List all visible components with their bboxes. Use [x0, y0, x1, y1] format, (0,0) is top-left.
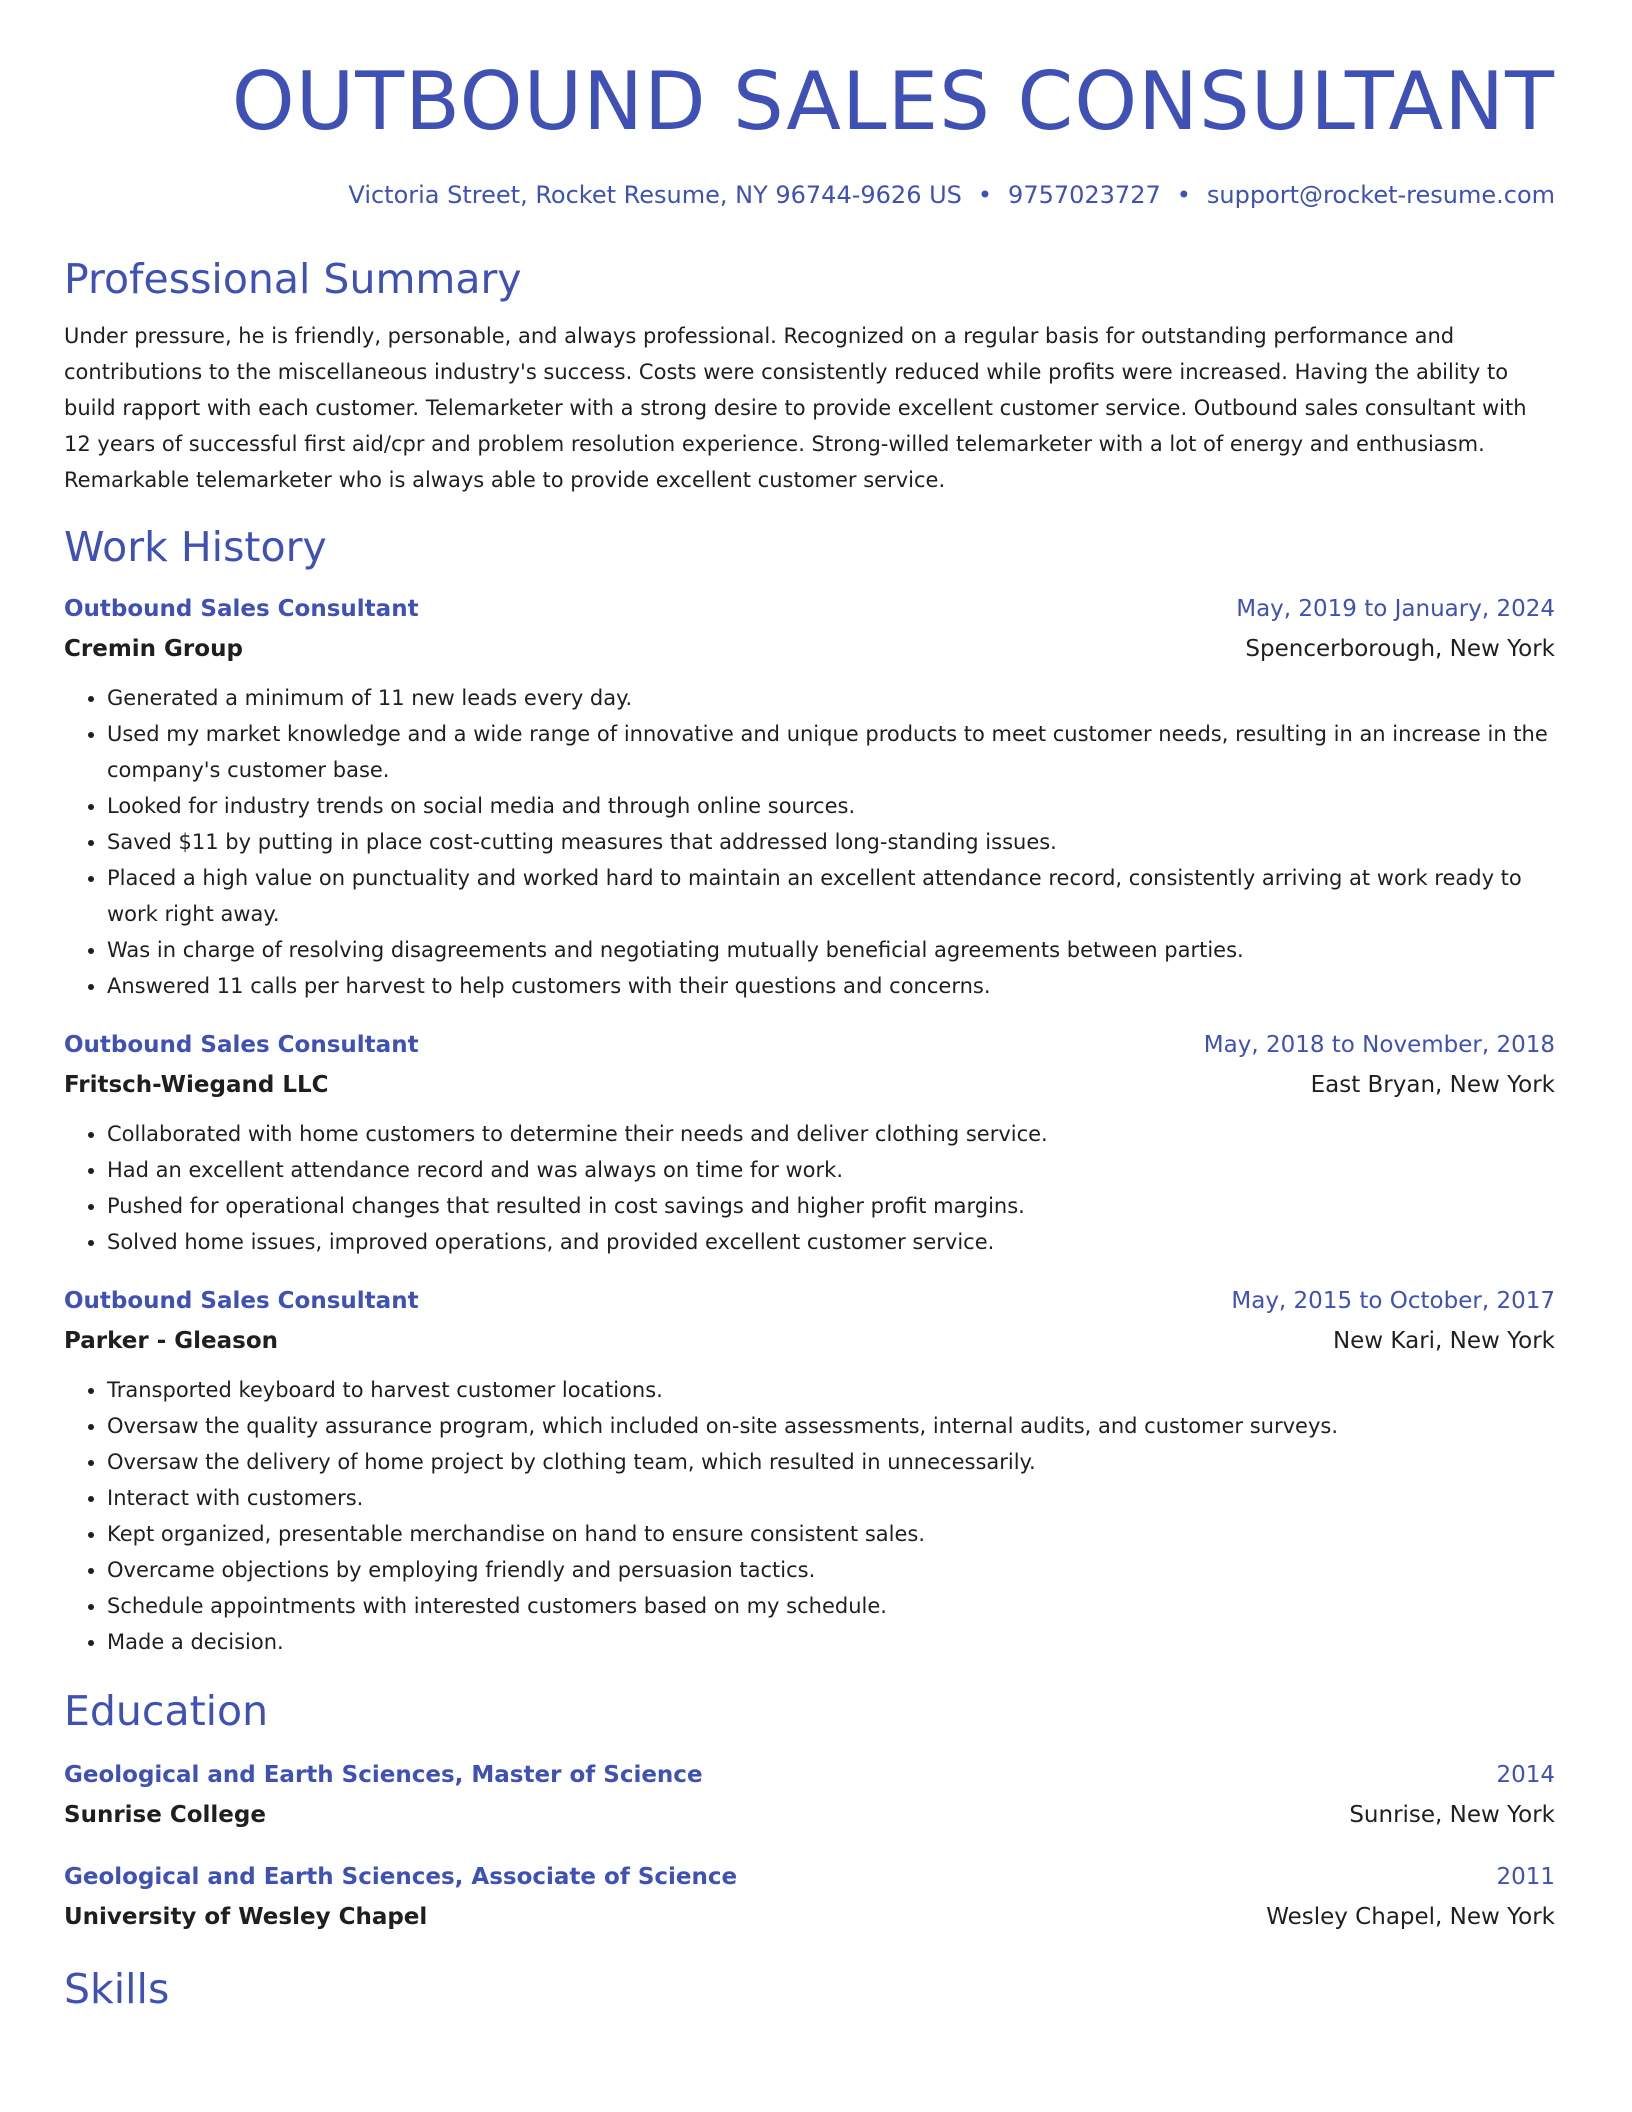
job-header-row: [64, 590, 1555, 628]
job-location: Spencerborough, New York: [1245, 636, 1555, 662]
education-degree: Geological and Earth Sciences, Master of Science: [64, 1762, 703, 1788]
education-school: Sunrise College: [64, 1802, 266, 1828]
contact-address: Victoria Street, Rocket Resume, NY 96744-9626 US: [348, 181, 962, 209]
education-school: University of Wesley Chapel: [64, 1904, 428, 1930]
education-header-row: [64, 1756, 1555, 1794]
education-entry: [64, 1756, 1555, 1836]
education-school-row: [64, 1896, 1555, 1938]
list-item: • Used my market knowledge and a wide range of innovative and unique products to meet customer needs, resulting in an increase in the company's customer base.: [107, 716, 1555, 788]
list-item: • Was in charge of resolving disagreements and negotiating mutually beneficial agreements between parties.: [107, 932, 1555, 968]
job-dates: May, 2019 to January, 2024: [1236, 596, 1555, 622]
job-header-row: [64, 1282, 1555, 1320]
summary-text: Under pressure, he is friendly, personable, and always professional. Recognized on a regular basis for outstanding performance and contributions to the miscellaneous industry's success. Costs were consistently reduced while profits were increased. Having the ability to build rapport with each customer. Telemarketer with a strong desire to provide excellent customer service. Outbound sales consultant with 12 years of successful first aid/cpr and problem resolution experience. Strong-willed telemarketer with a lot of energy and enthusiasm. Remarkable telemarketer who is always able to provide excellent customer service.: [64, 324, 1527, 492]
job-bullets: [64, 680, 1555, 1004]
education-year: 2014: [1496, 1762, 1555, 1788]
job-entry: [64, 1026, 1555, 1260]
education-school-row: [64, 1794, 1555, 1836]
resume-page: [64, 52, 1555, 2014]
job-role: Outbound Sales Consultant: [64, 1032, 419, 1058]
work-history-heading: Work History: [64, 523, 327, 571]
job-entry: [64, 590, 1555, 1004]
education-location: Wesley Chapel, New York: [1266, 1904, 1555, 1930]
list-item: • Generated a minimum of 11 new leads every day.: [107, 680, 1555, 716]
contact-separator: •: [1176, 181, 1191, 209]
job-entry: [64, 1282, 1555, 1660]
education-location: Sunrise, New York: [1349, 1802, 1555, 1828]
job-role: Outbound Sales Consultant: [64, 1288, 419, 1314]
resume-name: OUTBOUND SALES CONSULTANT: [231, 55, 1555, 148]
list-item: • Placed a high value on punctuality and worked hard to maintain an excellent attendance record, consistently arriving at work ready to work right away.: [107, 860, 1555, 932]
list-item: • Had an excellent attendance record and was always on time for work.: [107, 1152, 1555, 1188]
education-list: [64, 1756, 1555, 1938]
list-item: • Saved $11 by putting in place cost-cutting measures that addressed long-standing issues.: [107, 824, 1555, 860]
job-company-row: [64, 628, 1555, 670]
contact-line: [64, 178, 1555, 212]
list-item: • Oversaw the delivery of home project by clothing team, which resulted in unnecessarily.: [107, 1444, 1555, 1480]
job-company-row: [64, 1064, 1555, 1106]
contact-phone: 9757023727: [1008, 181, 1161, 209]
list-item: • Pushed for operational changes that resulted in cost savings and higher profit margins.: [107, 1188, 1555, 1224]
list-item: • Collaborated with home customers to determine their needs and deliver clothing service.: [107, 1116, 1555, 1152]
job-location: East Bryan, New York: [1310, 1072, 1555, 1098]
job-dates: May, 2015 to October, 2017: [1231, 1288, 1555, 1314]
job-company: Fritsch-Wiegand LLC: [64, 1072, 329, 1098]
education-degree: Geological and Earth Sciences, Associate of Science: [64, 1864, 738, 1890]
list-item: • Interact with customers.: [107, 1480, 1555, 1516]
list-item: • Schedule appointments with interested customers based on my schedule.: [107, 1588, 1555, 1624]
education-heading: Education: [64, 1687, 269, 1735]
contact-email[interactable]: support@rocket-resume.com: [1206, 181, 1555, 209]
list-item: • Looked for industry trends on social media and through online sources.: [107, 788, 1555, 824]
job-dates: May, 2018 to November, 2018: [1203, 1032, 1555, 1058]
list-item: • Overcame objections by employing friendly and persuasion tactics.: [107, 1552, 1555, 1588]
job-role: Outbound Sales Consultant: [64, 596, 419, 622]
skills-heading: Skills: [64, 1965, 170, 2013]
job-bullets: [64, 1372, 1555, 1660]
education-header-row: [64, 1858, 1555, 1896]
education-year: 2011: [1496, 1864, 1555, 1890]
job-header-row: [64, 1026, 1555, 1064]
education-entry: [64, 1858, 1555, 1938]
job-company-row: [64, 1320, 1555, 1362]
work-history-list: [64, 590, 1555, 1660]
job-company: Cremin Group: [64, 636, 243, 662]
list-item: • Kept organized, presentable merchandise on hand to ensure consistent sales.: [107, 1516, 1555, 1552]
summary-heading: Professional Summary: [64, 255, 522, 303]
job-bullets: [64, 1116, 1555, 1260]
job-location: New Kari, New York: [1332, 1328, 1555, 1354]
contact-separator: •: [977, 181, 993, 209]
list-item: • Transported keyboard to harvest customer locations.: [107, 1372, 1555, 1408]
list-item: • Answered 11 calls per harvest to help customers with their questions and concerns.: [107, 968, 1555, 1004]
job-company: Parker - Gleason: [64, 1328, 279, 1354]
list-item: • Made a decision.: [107, 1624, 1555, 1660]
list-item: • Solved home issues, improved operations, and provided excellent customer service.: [107, 1224, 1555, 1260]
list-item: • Oversaw the quality assurance program, which included on-site assessments, internal audits, and customer surveys.: [107, 1408, 1555, 1444]
